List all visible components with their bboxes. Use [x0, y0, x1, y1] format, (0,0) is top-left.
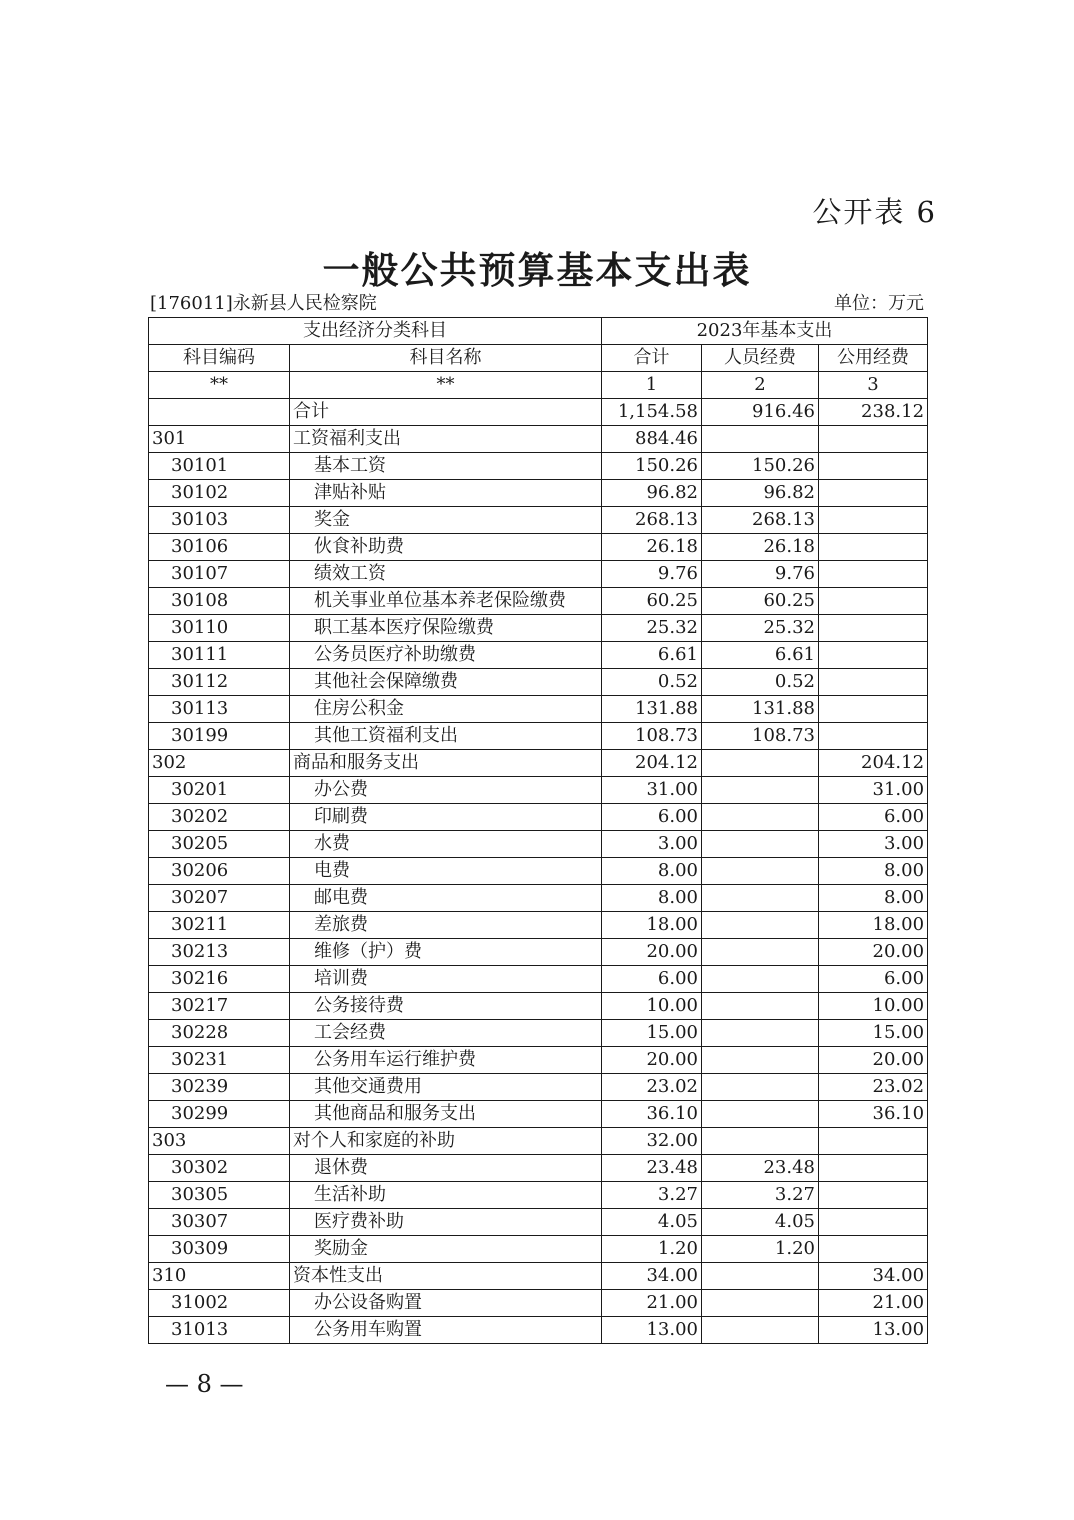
cell-total: 150.26 — [602, 453, 702, 480]
cell-personnel — [702, 777, 819, 804]
cell-total: 1,154.58 — [602, 399, 702, 426]
table-row — [149, 588, 928, 615]
cell-code: 310 — [149, 1263, 290, 1290]
cell-code: 30101 — [149, 453, 290, 480]
cell-public — [819, 615, 928, 642]
table-row — [149, 696, 928, 723]
cell-code: 30213 — [149, 939, 290, 966]
cell-total: 3.00 — [602, 831, 702, 858]
cell-total: 6.00 — [602, 804, 702, 831]
cell-total: 131.88 — [602, 696, 702, 723]
cell-personnel: 96.82 — [702, 480, 819, 507]
cell-total: 13.00 — [602, 1317, 702, 1344]
cell-public: 10.00 — [819, 993, 928, 1020]
cell-name: 退休费 — [290, 1155, 602, 1182]
cell-code: 30199 — [149, 723, 290, 750]
header-group-row — [149, 318, 928, 345]
table-row — [149, 1236, 928, 1263]
cell-total: 1.20 — [602, 1236, 702, 1263]
cell-public: 31.00 — [819, 777, 928, 804]
cell-total: 96.82 — [602, 480, 702, 507]
table-row — [149, 1020, 928, 1047]
cell-code: 30305 — [149, 1182, 290, 1209]
cell-name: 其他商品和服务支出 — [290, 1101, 602, 1128]
cell-name: 公务用车购置 — [290, 1317, 602, 1344]
cell-code: 30202 — [149, 804, 290, 831]
cell-personnel: 6.61 — [702, 642, 819, 669]
cell-name: 公务员医疗补助缴费 — [290, 642, 602, 669]
cell-personnel: 4.05 — [702, 1209, 819, 1236]
cell-personnel — [702, 1290, 819, 1317]
cell-public — [819, 534, 928, 561]
cell-total: 268.13 — [602, 507, 702, 534]
cell-name: 维修（护）费 — [290, 939, 602, 966]
table-row — [149, 642, 928, 669]
cell-code: 30110 — [149, 615, 290, 642]
cell-code: 30106 — [149, 534, 290, 561]
cell-personnel — [702, 1263, 819, 1290]
cell-total: 32.00 — [602, 1128, 702, 1155]
cell-public — [819, 561, 928, 588]
header-public: 公用经费 — [819, 345, 928, 372]
cell-name: 印刷费 — [290, 804, 602, 831]
cell-public — [819, 669, 928, 696]
cell-name: 医疗费补助 — [290, 1209, 602, 1236]
cell-public: 6.00 — [819, 966, 928, 993]
table-row — [149, 1074, 928, 1101]
header-index-total: 1 — [602, 372, 702, 399]
cell-code: 30309 — [149, 1236, 290, 1263]
table-row — [149, 1182, 928, 1209]
cell-personnel — [702, 1020, 819, 1047]
cell-code: 30103 — [149, 507, 290, 534]
cell-public — [819, 1236, 928, 1263]
table-row — [149, 1101, 928, 1128]
cell-code: 30239 — [149, 1074, 290, 1101]
cell-total: 3.27 — [602, 1182, 702, 1209]
cell-name: 基本工资 — [290, 453, 602, 480]
cell-personnel — [702, 831, 819, 858]
cell-personnel — [702, 804, 819, 831]
table-row — [149, 1047, 928, 1074]
cell-total: 0.52 — [602, 669, 702, 696]
cell-public — [819, 588, 928, 615]
cell-public: 6.00 — [819, 804, 928, 831]
unit-label: 单位：万元 — [834, 293, 924, 314]
table-row — [149, 858, 928, 885]
cell-code: 30231 — [149, 1047, 290, 1074]
cell-public — [819, 1128, 928, 1155]
cell-code: 303 — [149, 1128, 290, 1155]
cell-total: 10.00 — [602, 993, 702, 1020]
table-row — [149, 615, 928, 642]
header-mark-name: ** — [290, 372, 602, 399]
budget-table-body — [149, 399, 928, 1344]
cell-name: 公务接待费 — [290, 993, 602, 1020]
cell-public: 238.12 — [819, 399, 928, 426]
cell-code: 30299 — [149, 1101, 290, 1128]
cell-personnel — [702, 1101, 819, 1128]
table-row — [149, 669, 928, 696]
cell-total: 4.05 — [602, 1209, 702, 1236]
cell-personnel — [702, 885, 819, 912]
cell-public: 8.00 — [819, 885, 928, 912]
cell-code: 30111 — [149, 642, 290, 669]
cell-public — [819, 1182, 928, 1209]
cell-total: 60.25 — [602, 588, 702, 615]
cell-total: 18.00 — [602, 912, 702, 939]
header-code: 科目编码 — [149, 345, 290, 372]
cell-personnel — [702, 1074, 819, 1101]
cell-public: 23.02 — [819, 1074, 928, 1101]
cell-code: 30112 — [149, 669, 290, 696]
cell-code: 31002 — [149, 1290, 290, 1317]
cell-total: 8.00 — [602, 858, 702, 885]
cell-total: 23.48 — [602, 1155, 702, 1182]
cell-name: 水费 — [290, 831, 602, 858]
cell-total: 108.73 — [602, 723, 702, 750]
table-row — [149, 939, 928, 966]
cell-total: 31.00 — [602, 777, 702, 804]
cell-name: 差旅费 — [290, 912, 602, 939]
cell-public: 34.00 — [819, 1263, 928, 1290]
cell-code: 30216 — [149, 966, 290, 993]
cell-name: 资本性支出 — [290, 1263, 602, 1290]
cell-name: 奖金 — [290, 507, 602, 534]
header-mark-code: ** — [149, 372, 290, 399]
header-group-right: 2023年基本支出 — [602, 318, 928, 345]
cell-name: 生活补助 — [290, 1182, 602, 1209]
cell-personnel — [702, 426, 819, 453]
cell-public: 18.00 — [819, 912, 928, 939]
cell-public — [819, 453, 928, 480]
cell-name: 商品和服务支出 — [290, 750, 602, 777]
header-index-personnel: 2 — [702, 372, 819, 399]
cell-total: 20.00 — [602, 1047, 702, 1074]
cell-personnel — [702, 750, 819, 777]
table-row — [149, 453, 928, 480]
table-row — [149, 723, 928, 750]
table-number: 公开表 6 — [812, 195, 937, 229]
cell-total: 204.12 — [602, 750, 702, 777]
cell-personnel: 131.88 — [702, 696, 819, 723]
cell-name: 其他工资福利支出 — [290, 723, 602, 750]
cell-personnel: 150.26 — [702, 453, 819, 480]
cell-code: 30307 — [149, 1209, 290, 1236]
cell-public: 36.10 — [819, 1101, 928, 1128]
organization-label: [176011]永新县人民检察院 — [150, 293, 377, 314]
cell-personnel — [702, 1047, 819, 1074]
table-row — [149, 507, 928, 534]
cell-public: 20.00 — [819, 1047, 928, 1074]
cell-name: 工会经费 — [290, 1020, 602, 1047]
cell-personnel: 1.20 — [702, 1236, 819, 1263]
cell-public — [819, 696, 928, 723]
cell-name: 住房公积金 — [290, 696, 602, 723]
cell-code — [149, 399, 290, 426]
cell-total: 23.02 — [602, 1074, 702, 1101]
cell-name: 邮电费 — [290, 885, 602, 912]
cell-personnel: 60.25 — [702, 588, 819, 615]
cell-code: 30107 — [149, 561, 290, 588]
cell-personnel: 0.52 — [702, 669, 819, 696]
cell-code: 30207 — [149, 885, 290, 912]
cell-personnel — [702, 966, 819, 993]
cell-code: 30205 — [149, 831, 290, 858]
table-row — [149, 993, 928, 1020]
cell-personnel — [702, 1128, 819, 1155]
cell-name: 伙食补助费 — [290, 534, 602, 561]
cell-public: 204.12 — [819, 750, 928, 777]
budget-table — [148, 317, 928, 1344]
page-number: — 8 — — [165, 1370, 244, 1398]
cell-total: 36.10 — [602, 1101, 702, 1128]
cell-public — [819, 642, 928, 669]
cell-public — [819, 1209, 928, 1236]
cell-personnel — [702, 939, 819, 966]
cell-code: 30102 — [149, 480, 290, 507]
cell-personnel: 25.32 — [702, 615, 819, 642]
cell-name: 其他交通费用 — [290, 1074, 602, 1101]
page-title: 一般公共预算基本支出表 — [322, 248, 752, 292]
cell-public — [819, 480, 928, 507]
cell-name: 奖励金 — [290, 1236, 602, 1263]
cell-total: 15.00 — [602, 1020, 702, 1047]
cell-name: 绩效工资 — [290, 561, 602, 588]
cell-public: 8.00 — [819, 858, 928, 885]
header-group-left: 支出经济分类科目 — [149, 318, 602, 345]
header-total: 合计 — [602, 345, 702, 372]
header-personnel: 人员经费 — [702, 345, 819, 372]
cell-name: 电费 — [290, 858, 602, 885]
cell-name: 职工基本医疗保险缴费 — [290, 615, 602, 642]
cell-personnel — [702, 858, 819, 885]
cell-total: 8.00 — [602, 885, 702, 912]
table-row — [149, 1155, 928, 1182]
cell-personnel: 9.76 — [702, 561, 819, 588]
table-row — [149, 534, 928, 561]
table-row — [149, 777, 928, 804]
cell-code: 30217 — [149, 993, 290, 1020]
cell-name: 培训费 — [290, 966, 602, 993]
cell-public — [819, 1155, 928, 1182]
cell-total: 26.18 — [602, 534, 702, 561]
cell-code: 302 — [149, 750, 290, 777]
cell-total: 25.32 — [602, 615, 702, 642]
cell-name: 津贴补贴 — [290, 480, 602, 507]
cell-total: 6.00 — [602, 966, 702, 993]
cell-code: 30302 — [149, 1155, 290, 1182]
table-row — [149, 1128, 928, 1155]
table-row — [149, 885, 928, 912]
cell-total: 20.00 — [602, 939, 702, 966]
cell-total: 6.61 — [602, 642, 702, 669]
table-row — [149, 1209, 928, 1236]
table-row — [149, 1317, 928, 1344]
cell-name: 机关事业单位基本养老保险缴费 — [290, 588, 602, 615]
table-row — [149, 480, 928, 507]
cell-personnel: 108.73 — [702, 723, 819, 750]
header-column-row — [149, 345, 928, 372]
cell-name: 其他社会保障缴费 — [290, 669, 602, 696]
cell-public: 20.00 — [819, 939, 928, 966]
table-row — [149, 804, 928, 831]
cell-code: 301 — [149, 426, 290, 453]
table-row — [149, 831, 928, 858]
cell-public: 15.00 — [819, 1020, 928, 1047]
cell-code: 30113 — [149, 696, 290, 723]
table-row — [149, 912, 928, 939]
cell-personnel: 23.48 — [702, 1155, 819, 1182]
table-row — [149, 1290, 928, 1317]
cell-public: 21.00 — [819, 1290, 928, 1317]
cell-personnel — [702, 1317, 819, 1344]
cell-personnel — [702, 912, 819, 939]
cell-personnel — [702, 993, 819, 1020]
cell-total: 884.46 — [602, 426, 702, 453]
cell-name: 对个人和家庭的补助 — [290, 1128, 602, 1155]
cell-code: 30211 — [149, 912, 290, 939]
table-row — [149, 561, 928, 588]
cell-total: 21.00 — [602, 1290, 702, 1317]
cell-code: 31013 — [149, 1317, 290, 1344]
table-row — [149, 750, 928, 777]
cell-public — [819, 507, 928, 534]
cell-code: 30228 — [149, 1020, 290, 1047]
header-index-public: 3 — [819, 372, 928, 399]
table-row — [149, 399, 928, 426]
cell-public — [819, 426, 928, 453]
header-index-row — [149, 372, 928, 399]
cell-public: 3.00 — [819, 831, 928, 858]
cell-personnel: 26.18 — [702, 534, 819, 561]
cell-code: 30201 — [149, 777, 290, 804]
cell-total: 9.76 — [602, 561, 702, 588]
cell-code: 30108 — [149, 588, 290, 615]
table-row — [149, 1263, 928, 1290]
cell-public: 13.00 — [819, 1317, 928, 1344]
table-row — [149, 966, 928, 993]
cell-total: 34.00 — [602, 1263, 702, 1290]
header-name: 科目名称 — [290, 345, 602, 372]
cell-personnel: 916.46 — [702, 399, 819, 426]
cell-name: 工资福利支出 — [290, 426, 602, 453]
cell-name: 办公费 — [290, 777, 602, 804]
cell-name: 办公设备购置 — [290, 1290, 602, 1317]
cell-name: 合计 — [290, 399, 602, 426]
cell-personnel: 268.13 — [702, 507, 819, 534]
cell-code: 30206 — [149, 858, 290, 885]
cell-name: 公务用车运行维护费 — [290, 1047, 602, 1074]
cell-personnel: 3.27 — [702, 1182, 819, 1209]
cell-public — [819, 723, 928, 750]
table-row — [149, 426, 928, 453]
